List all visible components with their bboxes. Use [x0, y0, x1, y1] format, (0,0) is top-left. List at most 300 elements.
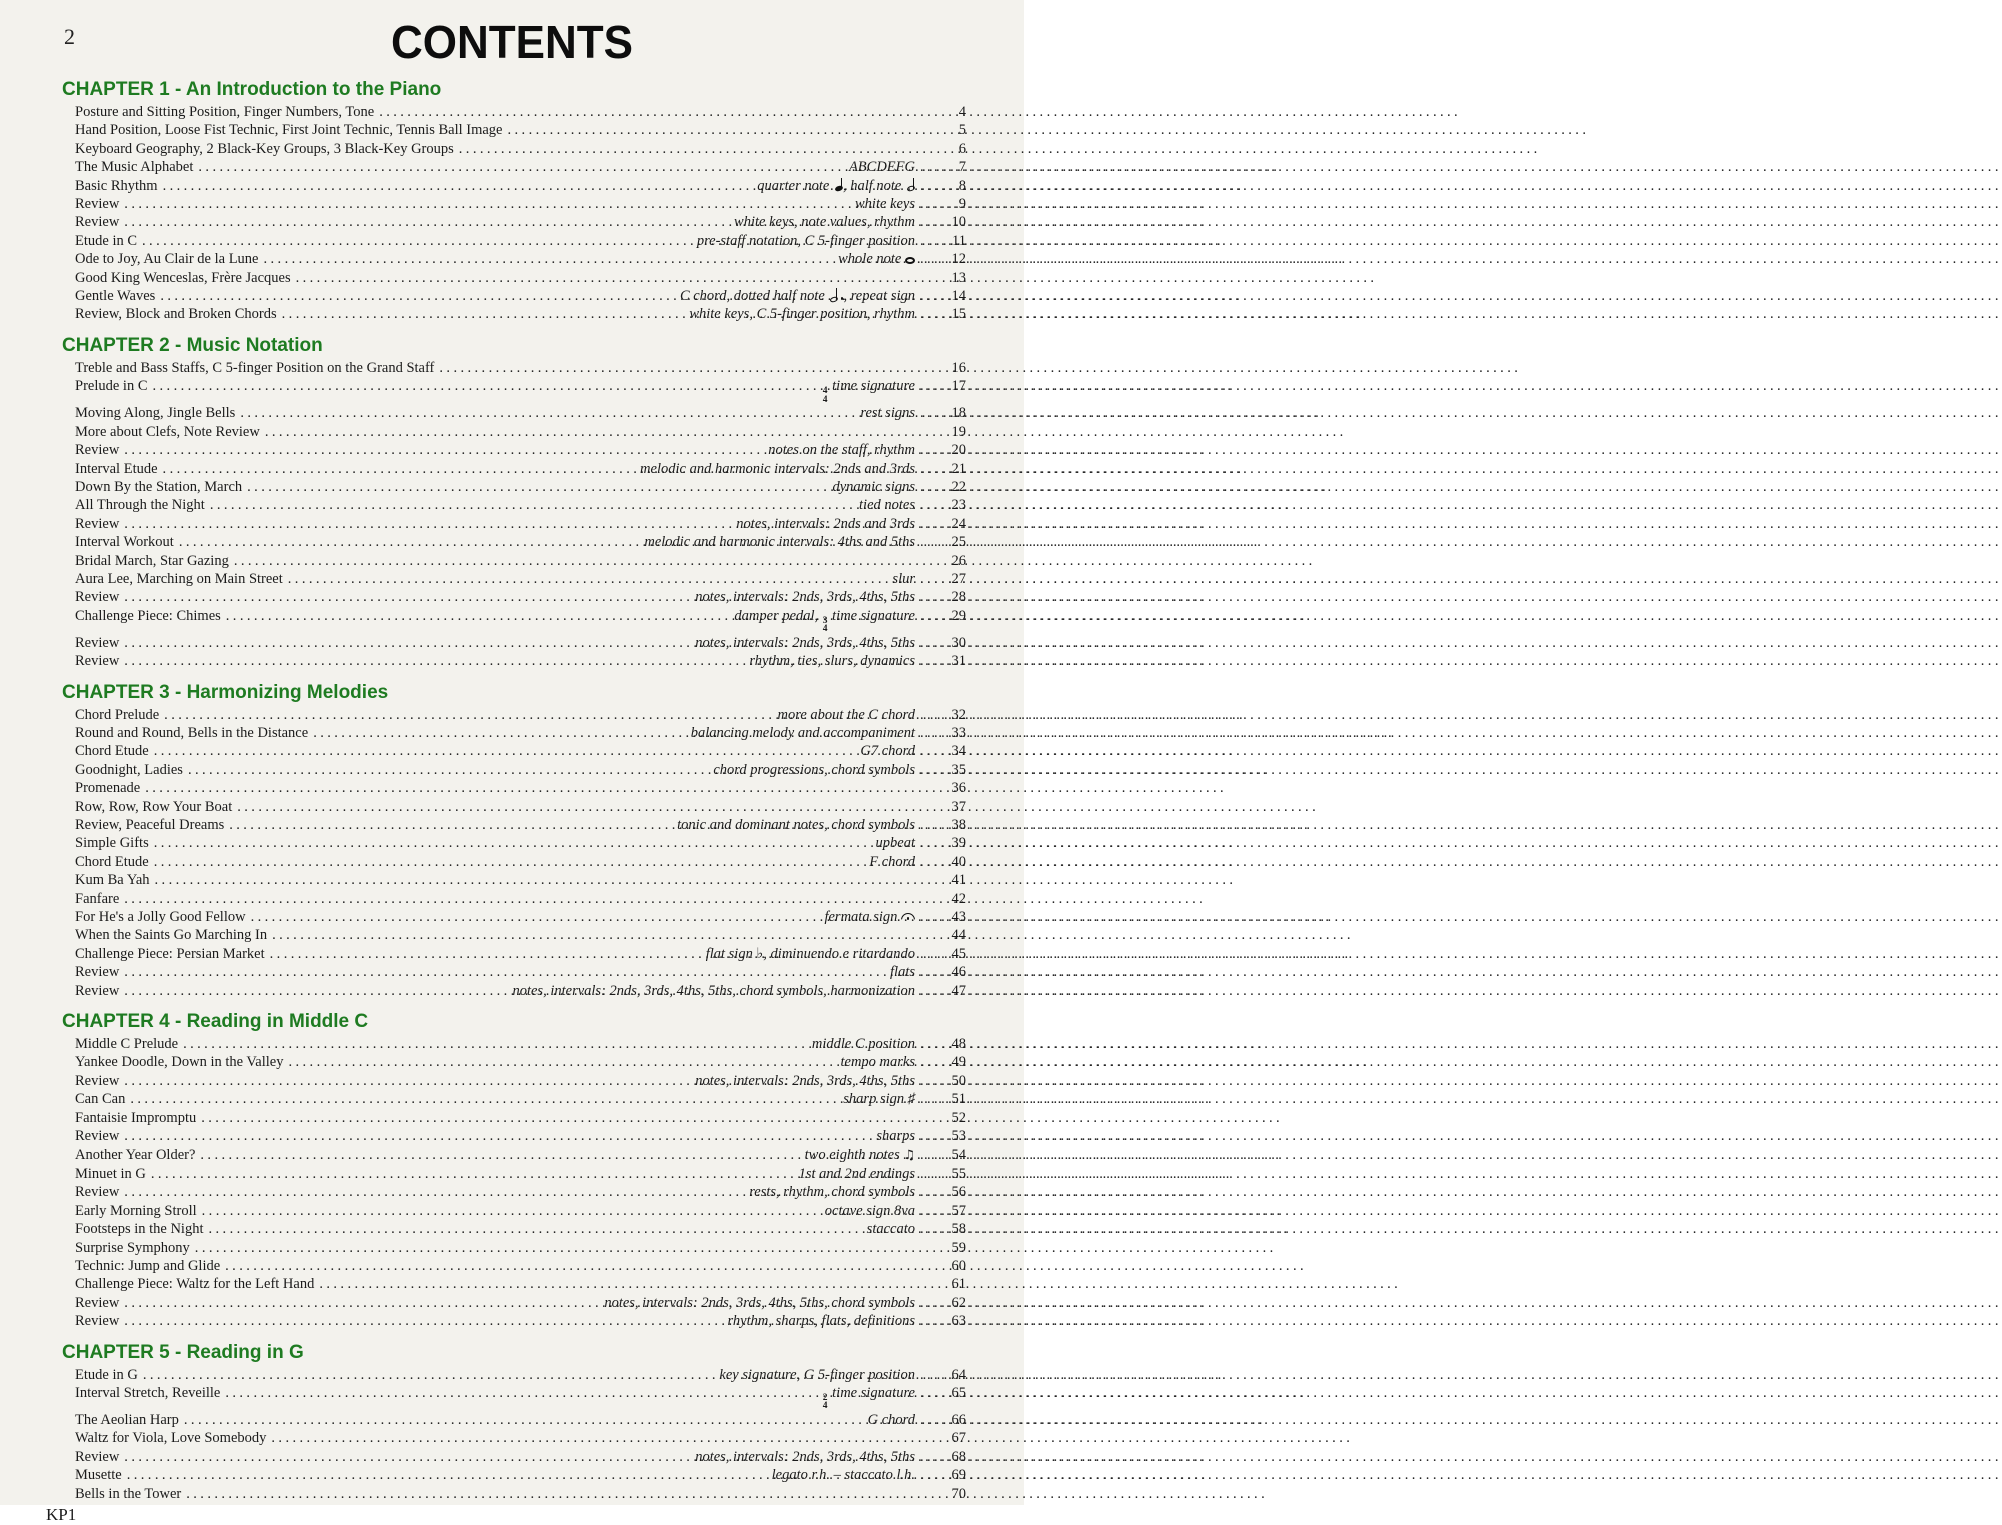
- toc-row: [75, 1109, 966, 1127]
- entry-annotation: octave sign 8va: [824, 1202, 915, 1219]
- dot-leader: [920, 1035, 932, 1053]
- toc-row: [75, 890, 966, 908]
- entry-page-number: 70: [951, 1485, 966, 1502]
- dot-leader: [164, 706, 771, 724]
- entry-annotation: sharps: [876, 1128, 915, 1145]
- entry-page-number: 57: [951, 1202, 966, 1219]
- entry-page-number: 68: [951, 1448, 966, 1465]
- entry-left: [75, 816, 677, 834]
- chapter-section: [62, 79, 966, 324]
- entry-page-number: 11: [952, 232, 966, 249]
- entry-title: Interval Etude: [75, 460, 158, 477]
- toc-row: [75, 158, 966, 176]
- toc-row: [75, 213, 966, 231]
- entry-annotation: dynamic signs: [832, 478, 915, 495]
- entry-page-number: 28: [951, 589, 966, 606]
- entry-title: Review, Block and Broken Chords: [75, 306, 277, 323]
- entry-page-number: 9: [958, 196, 966, 213]
- toc-row: [75, 1466, 966, 1484]
- entry-title: Review: [75, 1128, 120, 1145]
- dot-leader: [920, 982, 932, 1000]
- entry-title: Yankee Doodle, Down in the Valley: [75, 1054, 284, 1071]
- entry-page-number: 61: [951, 1276, 966, 1293]
- toc-row: [75, 496, 966, 514]
- entry-annotation: notes, intervals: 2nds and 3rds: [736, 515, 915, 532]
- entry-annotation: G chord: [867, 1411, 915, 1428]
- toc-row: [75, 724, 966, 742]
- dot-leader: [198, 158, 843, 176]
- entry-left: [75, 1448, 695, 1466]
- dot-leader: [920, 1053, 932, 1071]
- dot-leader: [288, 570, 887, 588]
- entry-page-number: 64: [951, 1366, 966, 1383]
- entry-title: Simple Gifts: [75, 835, 149, 852]
- dot-leader: [210, 496, 853, 514]
- entry-annotation: F chord: [869, 853, 915, 870]
- entry-title: Review: [75, 964, 120, 981]
- dot-leader: [920, 588, 932, 606]
- dot-leader: [186, 1485, 932, 1503]
- toc-row: [75, 1485, 966, 1503]
- entry-page-number: 31: [951, 653, 966, 670]
- entry-left: [75, 195, 855, 213]
- entry-title: Challenge Piece: Persian Market: [75, 945, 265, 962]
- chapter-heading: CHAPTER 4 - Reading in Middle C: [62, 1011, 369, 1033]
- toc-row: [75, 1429, 966, 1447]
- entry-page-number: 29: [951, 607, 966, 624]
- dot-leader: [124, 515, 730, 533]
- entry-title: Footsteps in the Night: [75, 1221, 204, 1238]
- entry-title: Fantaisie Impromptu: [75, 1109, 197, 1126]
- entry-title: The Aeolian Harp: [75, 1411, 179, 1428]
- dot-leader: [153, 377, 816, 395]
- dot-leader: [234, 552, 932, 570]
- entry-annotation: damper pedal, 3 4 time signature: [734, 607, 915, 635]
- toc-row: [75, 1239, 966, 1257]
- chapter-section: [62, 1011, 966, 1331]
- entry-title: Review: [75, 442, 120, 459]
- entry-annotation: rests, rhythm, chord symbols: [749, 1184, 915, 1201]
- entry-page-number: 14: [951, 288, 966, 305]
- dot-leader: [226, 607, 729, 625]
- entry-page-number: 24: [951, 515, 966, 532]
- toc-row: [75, 359, 966, 377]
- entry-annotation: more about the C chord: [777, 706, 915, 723]
- toc-row: [75, 834, 966, 852]
- entry-title: Row, Row, Row Your Boat: [75, 798, 233, 815]
- dot-leader: [124, 1183, 743, 1201]
- entry-annotation: white keys, C 5-finger position, rhythm: [689, 306, 915, 323]
- entry-left: [75, 1183, 749, 1201]
- dot-leader: [920, 1127, 932, 1145]
- dot-leader: [124, 1127, 870, 1145]
- entry-title: Hand Position, Loose Fist Technic, First Joint Technic, Tennis Ball Image: [75, 122, 503, 139]
- dot-leader: [154, 853, 864, 871]
- entry-page-number: 12: [951, 251, 966, 268]
- dot-leader: [247, 478, 826, 496]
- entry-annotation: quarter note , half note: [757, 177, 915, 195]
- entry-page-number: 55: [951, 1165, 966, 1182]
- entry-annotation: pre-staff notation, C 5-finger position: [696, 232, 915, 249]
- entry-title: Treble and Bass Staffs, C 5-finger Position on the Grand Staff: [75, 359, 435, 376]
- dot-leader: [160, 287, 674, 305]
- dot-leader: [124, 588, 689, 606]
- dot-leader: [920, 963, 932, 981]
- dot-leader: [920, 853, 932, 871]
- dot-leader: [508, 121, 933, 139]
- entry-page-number: 25: [951, 534, 966, 551]
- entry-page-number: 45: [951, 945, 966, 962]
- entry-title: Keyboard Geography, 2 Black-Key Groups, 3 Black-Key Groups: [75, 140, 454, 157]
- dot-leader: [319, 1275, 932, 1293]
- toc-row: [75, 1035, 966, 1053]
- entry-page-number: 40: [951, 853, 966, 870]
- entry-title: Review: [75, 634, 120, 651]
- entry-left: [75, 779, 938, 797]
- dot-leader: [202, 1202, 819, 1220]
- entry-title: Review: [75, 653, 120, 670]
- entry-title: Posture and Sitting Position, Finger Numbers, Tone: [75, 104, 375, 120]
- dot-leader: [920, 1072, 932, 1090]
- entry-title: Challenge Piece: Chimes: [75, 607, 221, 624]
- entry-page-number: 44: [951, 927, 966, 944]
- entry-title: Minuet in G: [75, 1165, 146, 1182]
- toc-row: [75, 250, 966, 268]
- dot-leader: [124, 1072, 689, 1090]
- dot-leader: [151, 1165, 793, 1183]
- dot-leader: [282, 305, 684, 323]
- toc-row: [75, 287, 966, 305]
- entry-title: Review: [75, 515, 120, 532]
- entry-title: Aura Lee, Marching on Main Street: [75, 570, 283, 587]
- entry-title: Middle C Prelude: [75, 1036, 179, 1053]
- dot-leader: [920, 250, 932, 268]
- dot-leader: [155, 871, 932, 889]
- toc-row: [75, 908, 966, 926]
- dot-leader: [124, 890, 932, 908]
- whole-note-icon: [905, 257, 915, 264]
- entry-left: [75, 908, 824, 926]
- entry-annotation: white keys, note values, rhythm: [734, 214, 915, 231]
- entry-left: [75, 742, 860, 760]
- chapter-heading: CHAPTER 1 - An Introduction to the Piano: [62, 79, 442, 100]
- entry-left: [75, 103, 938, 121]
- dot-leader: [195, 1239, 932, 1257]
- entry-title: Review: [75, 982, 120, 999]
- entry-page-number: 63: [951, 1313, 966, 1330]
- entry-left: [75, 1072, 695, 1090]
- entry-page-number: 35: [951, 761, 966, 778]
- dot-leader: [920, 533, 932, 551]
- chapter-rows: [75, 1035, 966, 1331]
- entry-annotation: white keys: [855, 196, 915, 213]
- dot-leader: [209, 1220, 861, 1238]
- entry-left: [75, 871, 938, 889]
- entry-annotation: melodic and harmonic intervals: 2nds and 3rds: [640, 460, 915, 477]
- entry-annotation: notes, intervals: 2nds, 3rds, 4ths, 5ths: [695, 589, 915, 606]
- entry-page-number: 5: [958, 122, 966, 139]
- dot-leader: [183, 1035, 806, 1053]
- entry-annotation: legato r.h. – staccato l.h.: [771, 1467, 915, 1484]
- entry-annotation: notes, intervals: 2nds, 3rds, 4ths, 5ths: [695, 634, 915, 651]
- dot-leader: [920, 478, 932, 496]
- dot-leader: [179, 533, 639, 551]
- toc-row: [75, 634, 966, 652]
- entry-left: [75, 706, 778, 724]
- toc-row: [75, 377, 966, 404]
- entry-left: [75, 1239, 938, 1257]
- entry-left: [75, 890, 938, 908]
- entry-title: All Through the Night: [75, 497, 205, 514]
- dot-leader: [920, 570, 932, 588]
- entry-title: Interval Workout: [75, 534, 174, 551]
- entry-annotation: chord progressions, chord symbols: [713, 761, 915, 778]
- toc-row: [75, 1127, 966, 1145]
- dot-leader: [920, 607, 932, 625]
- entry-left: [75, 533, 644, 551]
- dot-leader: [920, 213, 932, 231]
- dot-leader: [127, 1466, 766, 1484]
- entry-left: [75, 834, 876, 852]
- toc-row: [75, 607, 966, 634]
- toc-row: [75, 1090, 966, 1108]
- dot-leader: [920, 1165, 932, 1183]
- entry-left: [75, 570, 892, 588]
- dot-leader: [920, 287, 932, 305]
- entry-page-number: 26: [951, 552, 966, 569]
- entry-left: [75, 232, 697, 250]
- dot-leader: [920, 1466, 932, 1484]
- entry-left: [75, 496, 859, 514]
- dot-leader: [265, 423, 932, 441]
- entry-left: [75, 1275, 938, 1293]
- toc-row: [75, 460, 966, 478]
- entry-title: Round and Round, Bells in the Distance: [75, 724, 309, 741]
- toc-row: [75, 478, 966, 496]
- dot-leader: [124, 195, 849, 213]
- toc-row: [75, 305, 966, 323]
- entry-title: Basic Rhythm: [75, 177, 158, 194]
- entry-page-number: 13: [951, 269, 966, 286]
- chapter-rows: [75, 103, 966, 324]
- toc-row: [75, 1384, 966, 1411]
- entry-annotation: tonic and dominant notes, chord symbols: [677, 817, 915, 833]
- dot-leader: [379, 103, 932, 121]
- dot-leader: [920, 305, 932, 323]
- entry-left: [75, 853, 869, 871]
- dot-leader: [920, 834, 932, 852]
- dot-leader: [237, 798, 932, 816]
- chapter-heading: CHAPTER 5 - Reading in G: [62, 1341, 304, 1363]
- entry-left: [75, 1202, 825, 1220]
- entry-page-number: 48: [951, 1036, 966, 1053]
- entry-page-number: 8: [958, 177, 966, 194]
- entry-page-number: 6: [958, 140, 966, 157]
- entry-annotation: fermata sign: [824, 908, 915, 926]
- entry-title: Review: [75, 1313, 120, 1330]
- entry-annotation: middle C position: [811, 1036, 915, 1053]
- entry-left: [75, 1366, 719, 1384]
- contents-title: CONTENTS: [391, 17, 633, 69]
- entry-title: Chord Etude: [75, 743, 149, 760]
- entry-title: Down By the Station, March: [75, 478, 243, 495]
- entry-page-number: 49: [951, 1054, 966, 1071]
- toc-row: [75, 588, 966, 606]
- entry-page-number: 56: [951, 1184, 966, 1201]
- dot-leader: [920, 515, 932, 533]
- toc-row: [75, 423, 966, 441]
- quarter-note-icon: [833, 178, 843, 192]
- entry-left: [75, 1384, 822, 1402]
- entry-page-number: 23: [951, 497, 966, 514]
- dot-leader: [201, 1109, 932, 1127]
- entry-title: Prelude in C: [75, 378, 148, 395]
- dot-leader: [920, 377, 932, 395]
- entry-annotation: flats: [890, 964, 915, 981]
- footer-code: KP1: [46, 1505, 77, 1524]
- entry-page-number: 52: [951, 1109, 966, 1126]
- entry-title: Interval Stretch, Reveille: [75, 1384, 221, 1401]
- entry-page-number: 66: [951, 1411, 966, 1428]
- dot-leader: [920, 652, 932, 670]
- entry-page-number: 50: [951, 1072, 966, 1089]
- entry-left: [75, 926, 938, 944]
- two-eighth-notes-icon: ♫: [903, 1147, 915, 1163]
- entry-title: Review: [75, 1294, 120, 1311]
- entry-annotation: staccato: [866, 1221, 915, 1238]
- dot-leader: [920, 1183, 932, 1201]
- entry-annotation: tempo marks: [840, 1054, 915, 1071]
- entry-title: Fanfare: [75, 890, 120, 907]
- toc-row: [75, 441, 966, 459]
- entry-page-number: 17: [951, 378, 966, 395]
- entry-left: [75, 1220, 867, 1238]
- dot-leader: [145, 779, 932, 797]
- entry-page-number: 32: [951, 706, 966, 723]
- entry-left: [75, 177, 757, 195]
- entry-page-number: 33: [951, 724, 966, 741]
- toc-row: [75, 779, 966, 797]
- entry-title: Review: [75, 589, 120, 606]
- entry-left: [75, 1090, 843, 1108]
- dot-leader: [920, 1366, 932, 1384]
- dot-leader: [124, 441, 762, 459]
- entry-left: [75, 158, 849, 176]
- toc-row: [75, 1411, 966, 1429]
- toc-row: [75, 533, 966, 551]
- dot-leader: [163, 177, 752, 195]
- entry-title: Technic: Jump and Glide: [75, 1257, 221, 1274]
- entry-annotation: notes, intervals: 2nds, 3rds, 4ths, 5ths: [695, 1448, 915, 1465]
- entry-page-number: 18: [951, 405, 966, 422]
- toc-row: [75, 1220, 966, 1238]
- dot-leader: [225, 1257, 932, 1275]
- half-note-icon: [905, 178, 915, 192]
- entry-annotation: sharp sign ♯: [843, 1091, 915, 1108]
- dot-leader: [920, 460, 932, 478]
- toc-row: [75, 706, 966, 724]
- entry-page-number: 15: [951, 306, 966, 323]
- dot-leader: [920, 1384, 932, 1402]
- dot-leader: [313, 724, 685, 742]
- entry-page-number: 30: [951, 634, 966, 651]
- entry-title: Gentle Waves: [75, 288, 156, 305]
- chapter-rows: [75, 1366, 966, 1503]
- entry-annotation: slur: [892, 570, 915, 587]
- entry-title: Kum Ba Yah: [75, 872, 150, 889]
- toc-row: [75, 552, 966, 570]
- dot-leader: [920, 404, 932, 422]
- dot-leader: [439, 359, 932, 377]
- dot-leader: [920, 742, 932, 760]
- chapter-rows: [75, 359, 966, 671]
- toc-row: [75, 926, 966, 944]
- entry-title: Bells in the Tower: [75, 1485, 182, 1502]
- entry-page-number: 42: [951, 890, 966, 907]
- dot-leader: [920, 1411, 932, 1429]
- entry-page-number: 20: [951, 442, 966, 459]
- toc-row: [75, 798, 966, 816]
- dot-leader: [225, 1384, 815, 1402]
- entry-title: Early Morning Stroll: [75, 1202, 197, 1219]
- toc-row: [75, 1257, 966, 1275]
- toc-row: [75, 1202, 966, 1220]
- entry-left: [75, 1466, 772, 1484]
- dot-leader: [920, 816, 932, 834]
- dot-leader: [272, 926, 932, 944]
- dot-leader: [920, 1090, 932, 1108]
- entry-title: Another Year Older?: [75, 1146, 196, 1163]
- dot-leader: [200, 1146, 798, 1164]
- entry-title: Bridal March, Star Gazing: [75, 552, 229, 569]
- time-signature-4-4-icon: 4 4: [822, 386, 828, 405]
- entry-left: [75, 798, 938, 816]
- entry-title: Review: [75, 1072, 120, 1089]
- chapter-section: [62, 1342, 966, 1503]
- entry-annotation: 1st and 2nd endings: [798, 1165, 915, 1182]
- entry-page-number: 36: [951, 780, 966, 797]
- entry-page-number: 69: [951, 1467, 966, 1484]
- entry-page-number: 7: [958, 159, 966, 176]
- entry-title: Etude in C: [75, 232, 138, 249]
- toc-row: [75, 570, 966, 588]
- entry-title: Can Can: [75, 1091, 126, 1108]
- entry-page-number: 39: [951, 835, 966, 852]
- entry-title: Challenge Piece: Waltz for the Left Hand: [75, 1276, 315, 1293]
- entry-page-number: 34: [951, 743, 966, 760]
- entry-page-number: 54: [951, 1146, 966, 1163]
- entry-page-number: 10: [951, 214, 966, 231]
- entry-annotation: rhythm, sharps, flats, definitions: [727, 1313, 915, 1330]
- chapter-rows: [75, 706, 966, 1001]
- dot-leader: [143, 1366, 714, 1384]
- time-signature-3-4-icon: 3 4: [822, 615, 828, 635]
- entry-left: [75, 963, 890, 981]
- entry-title: Goodnight, Ladies: [75, 761, 183, 778]
- entry-left: [75, 552, 938, 570]
- entry-left: [75, 652, 749, 670]
- entry-left: [75, 305, 689, 323]
- dotted-half-note-icon: [828, 288, 843, 302]
- toc-row: [75, 121, 966, 139]
- entry-left: [75, 1294, 604, 1312]
- entry-left: [75, 423, 938, 441]
- toc-row: [75, 853, 966, 871]
- dot-leader: [124, 1448, 689, 1466]
- dot-leader: [920, 496, 932, 514]
- dot-leader: [920, 195, 932, 213]
- entry-title: For He's a Jolly Good Fellow: [75, 909, 246, 926]
